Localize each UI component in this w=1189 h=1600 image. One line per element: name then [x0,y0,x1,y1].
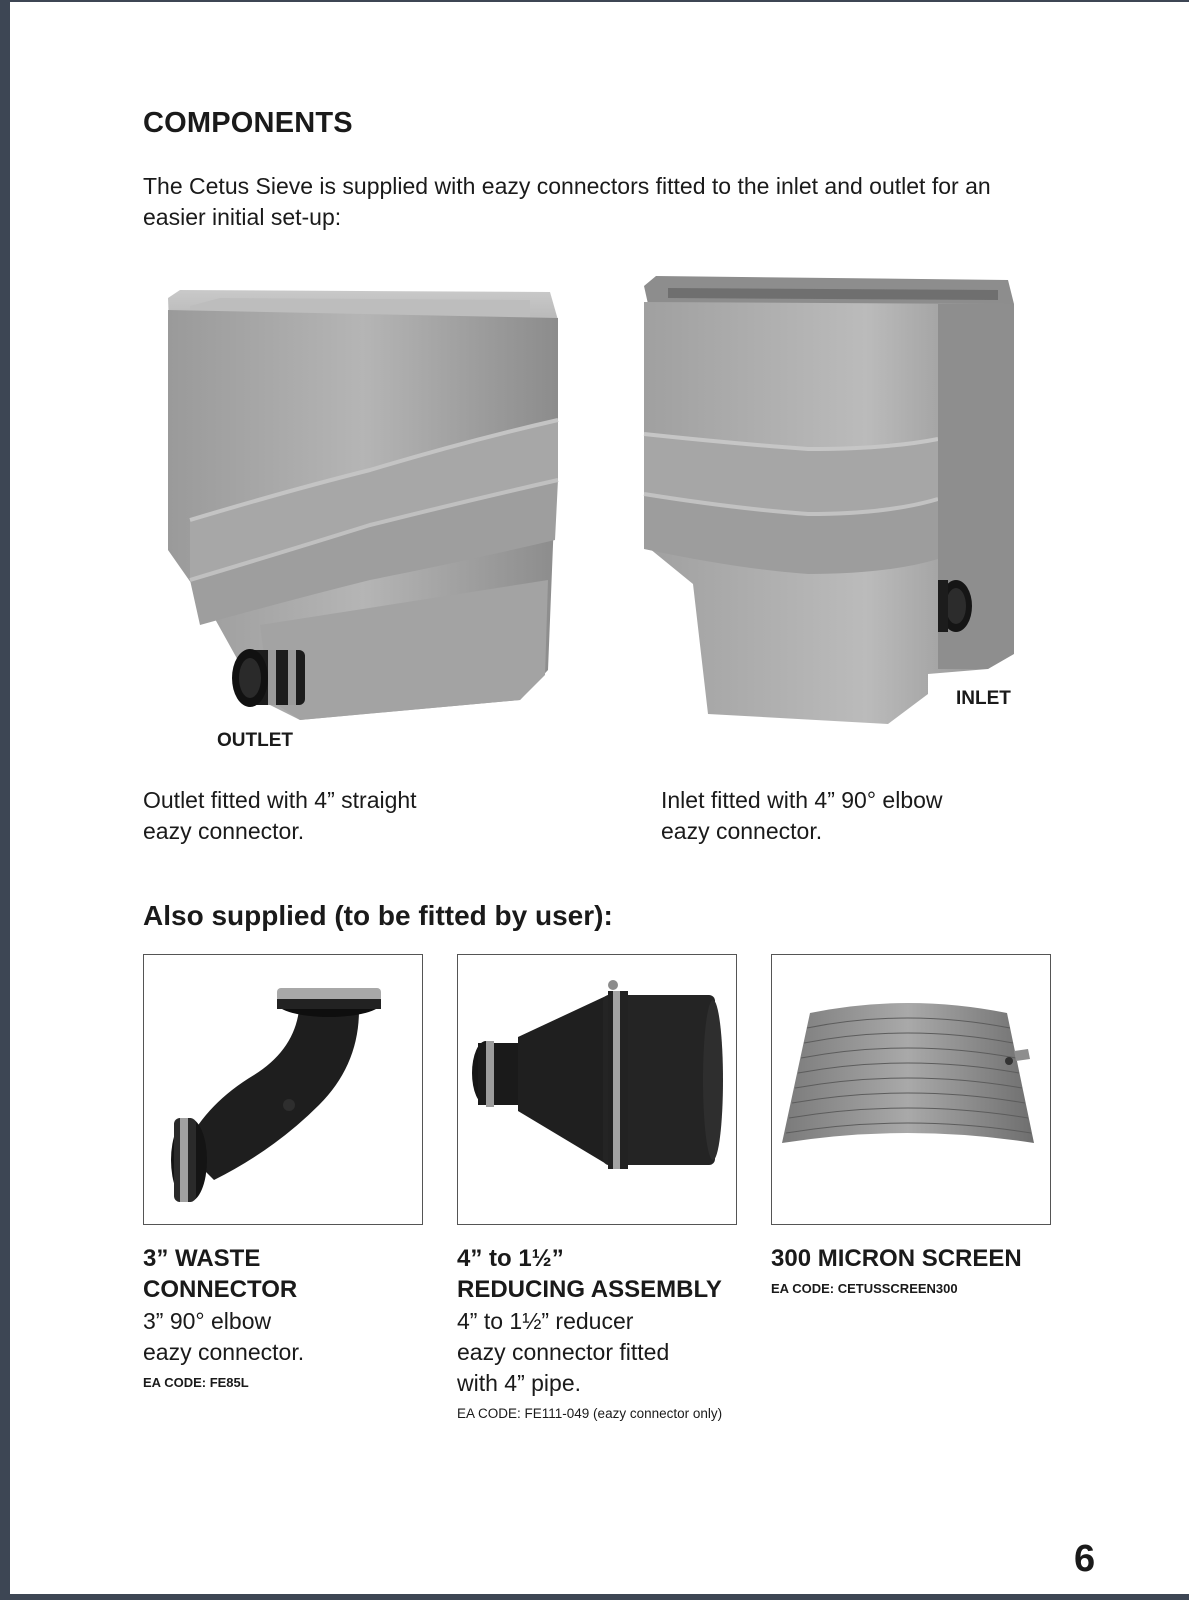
reducing-assembly-image-card [457,954,737,1225]
item-2-ea-code: EA CODE: FE111-049 (eazy connector only) [457,1406,723,1421]
micron-screen-photo [772,955,1050,1224]
item-2-title-line-2: REDUCING ASSEMBLY [457,1276,722,1303]
item-1-desc-line-1: 3” 90° elbow [143,1308,272,1334]
page-number: 6 [1074,1538,1096,1580]
inlet-label: INLET [956,688,1011,709]
outlet-caption-line-1: Outlet fitted with 4” straight [143,787,417,813]
item-2-desc-line-3: with 4” pipe. [457,1370,582,1396]
item-3-title: 300 MICRON SCREEN [771,1245,1022,1272]
item-1-title-line-1: 3” WASTE [143,1245,261,1272]
elbow-connector-photo [144,955,422,1224]
reducer-assembly-photo [458,955,736,1224]
intro-paragraph: The Cetus Sieve is supplied with eazy connectors fitted to the inlet and outlet for an easier initial set-up: [143,173,991,230]
inlet-caption-line-1: Inlet fitted with 4” 90° elbow [661,787,943,813]
page-title: COMPONENTS [143,107,353,139]
item-1-title-line-2: CONNECTOR [143,1276,298,1303]
item-3-ea-code: EA CODE: CETUSSCREEN300 [771,1281,958,1296]
outlet-label: OUTLET [217,730,293,751]
outlet-caption-line-2: eazy connector. [143,818,305,844]
inlet-caption-line-2: eazy connector. [661,818,823,844]
item-1-desc-line-2: eazy connector. [143,1339,305,1365]
also-supplied-heading: Also supplied (to be fitted by user): [143,900,613,931]
item-2-desc-line-2: eazy connector fitted [457,1339,670,1365]
outlet-sieve-photo [150,280,570,740]
item-2-title-line-1: 4” to 1½” [457,1245,564,1272]
item-2-desc-line-1: 4” to 1½” reducer [457,1308,634,1334]
waste-connector-image-card [143,954,423,1225]
item-1-ea-code: EA CODE: FE85L [143,1375,249,1390]
micron-screen-image-card [771,954,1051,1225]
document-page [10,2,1189,1594]
inlet-sieve-photo [638,274,1038,744]
